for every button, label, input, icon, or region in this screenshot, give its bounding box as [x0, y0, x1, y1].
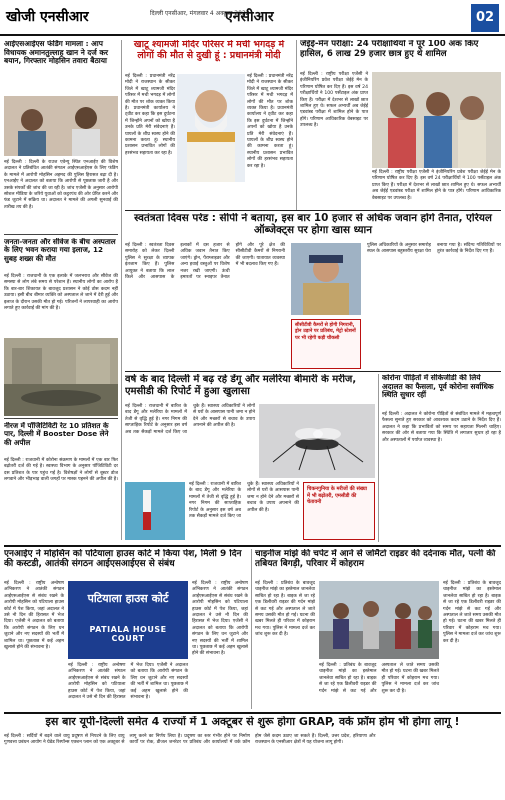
- issue-line: दिल्ली एनसीआर, मंगलवार 4 अक्टूबर 2022: [150, 10, 250, 17]
- article-isis-funding: [4, 40, 118, 232]
- photo-patiala-court: [68, 581, 188, 659]
- callout-independence: सीसीटीवी कैमरों से होगी निगरानी, ड्रोन उड़ाने पर प्रतिबंध, मेट्रो स्टेशनों पर भी रहेगी कड़ी चौकसी: [291, 319, 361, 369]
- body-temple: नई दिल्ली : प्रधानमंत्री नरेंद्र मोदी ने राजस्थान के सीकर जिले में खाटू श्यामजी मंदिर परिसर में मची भगदड़ में लोगों की मौत पर शोक व्यक्त किया है। प्रधानमंत्री कार्यालय ने ट्वीट कर कहा कि इस दुर्घटना में जिन्होंने अपनों को खोया है उनके प्रति मेरी संवेदनाएं हैं। घायलों के शीघ्र स्वस्थ होने की कामना करता हूं। स्थानीय प्रशासन प्रभावित लोगों की हरसंभव सहायता कर रहा है।: [125, 74, 175, 156]
- photo-accused-image: [4, 96, 118, 156]
- photo-sewage-image: [4, 338, 118, 416]
- body-jee: नई दिल्ली : राष्ट्रीय परीक्षा एजेंसी ने इंजीनियरिंग प्रवेश परीक्षा जेईई मेन के परिणाम घोषित कर दिए हैं। इस वर्ष 24 परीक्षार्थियों ने 100 पर्सेंटाइल अंक प्राप्त किए हैं। परीक्षा में देशभर से लाखों छात्र शामिल हुए थे। सफल अभ्यर्थी अब जेईई एडवांस्ड परीक्षा में शामिल होने के पात्र होंगे। परिणाम आधिकारिक वेबसाइट पर उपलब्ध है।: [300, 72, 368, 129]
- photo-commissioner: [291, 243, 361, 315]
- body-corona: नई दिल्ली : अदालत ने कोरोना पीड़ितों से संबंधित मामले में महत्वपूर्ण फैसला सुनाते हुए सरकार को आवश्यक कदम उठाने के निर्देश दिए हैं। अदालत ने कहा कि प्रभावितों को समय पर सहायता मिलनी चाहिए। सरकार की ओर से बताया गया कि स्थिति में लगातार सुधार हो रहा है और अस्पतालों में पर्याप्त व्यवस्था है।: [382, 412, 501, 443]
- article-temple: [125, 40, 293, 208]
- divider: [4, 418, 118, 419]
- body-sewage-death: नई दिल्ली : राजधानी के एक इलाके में जलभराव और सीवेज की समस्या से लोग लंबे समय से परेशान हैं। स्थानीय लोगों का आरोप है कि बार-बार शिकायत के बावजूद प्रशासन ने कोई ठोस कदम नहीं उठाया। इसी बीच बीमार व्यक्ति को अस्पताल ले जाने में देरी हुई और इलाज के दौरान उसकी मौत हो गई। परिजनों ने लापरवाही का आरोप लगाते हुए कार्रवाई की मांग की है।: [4, 274, 118, 312]
- photo-mosquito-image: [259, 404, 375, 478]
- body-dengue: नई दिल्ली : राजधानी में बारिश के बाद डेंगू और मलेरिया के मामलों में तेजी से वृद्धि हुई है। नगर निगम की साप्ताहिक रिपोर्ट के अनुसार इस वर्ष अब तक सैकड़ों मामले दर्ज किए जा चुके हैं। स्वास्थ्य अधिकारियों ने लोगों से घरों के आसपास पानी जमा न होने देने और मच्छरों से बचाव के उपाय अपनाने की अपील की है।: [125, 404, 255, 435]
- body-independence-side: पुलिस अधिकारियों के अनुसार समारोह स्थल के आसपास बहुस्तरीय सुरक्षा घेरा बनाया गया है। संदिग्ध गतिविधियों पर तुरंत कार्रवाई के निर्देश दिए गए हैं।: [367, 243, 501, 255]
- article-grap: [4, 716, 501, 798]
- divider: [4, 545, 501, 547]
- body-temple-continued: नई दिल्ली : प्रधानमंत्री नरेंद्र मोदी ने राजस्थान के सीकर जिले में खाटू श्यामजी मंदिर परिसर में मची भगदड़ में लोगों की मौत पर शोक व्यक्त किया है। प्रधानमंत्री कार्यालय ने ट्वीट कर कहा कि इस दुर्घटना में जिन्होंने अपनों को खोया है उनके प्रति मेरी संवेदनाएं हैं। घायलों के शीघ्र स्वस्थ होने की कामना करता हूं। स्थानीय प्रशासन प्रभावित लोगों की हरसंभव सहायता कर रहा है।: [247, 74, 293, 169]
- body-jee-continued: नई दिल्ली : राष्ट्रीय परीक्षा एजेंसी ने इंजीनियरिंग प्रवेश परीक्षा जेईई मेन के परिणाम घोषित कर दिए हैं। इस वर्ष 24 परीक्षार्थियों ने 100 पर्सेंटाइल अंक प्राप्त किए हैं। परीक्षा में देशभर से लाखों छात्र शामिल हुए थे। सफल अभ्यर्थी अब जेईई एडवांस्ड परीक्षा में शामिल होने के पात्र होंगे। परिणाम आधिकारिक वेबसाइट पर उपलब्ध है।: [372, 170, 501, 201]
- column-rule: [251, 549, 252, 709]
- headline-jee: जेईई-मेन परीक्षा: 24 परीक्षार्थियों ने पूरे 100 अंक किए हासिल, 6 लाख 29 हजार छात्र हुए थे शामिल: [300, 40, 479, 59]
- divider: [4, 234, 118, 235]
- body-grap: नई दिल्ली : सर्दियों में बढ़ने वाले वायु प्रदूषण से निपटने के लिए वायु गुणवत्ता प्रबंधन आयोग ने ग्रेडेड रिस्पॉन्स एक्शन प्लान को एक अक्टूबर से लागू करने का निर्णय लिया है। प्रदूषण का स्तर गंभीर होने पर निर्माण कार्यों पर रोक, डीजल जनरेटर पर प्रतिबंध और कार्यालयों में वर्क फ्रॉम होम जैसे कदम उठाए जा सकते हैं। दिल्ली, उत्तर प्रदेश, हरियाणा और राजस्थान के एनसीआर क्षेत्रों में यह योजना लागू होगी।: [4, 734, 376, 746]
- brand-name: खोजी एनसीआर: [6, 9, 89, 25]
- divider: [125, 210, 501, 211]
- headline-sewage-death: जनता-जनता और सीवेज के बीच अस्पताल के लिए भवन कराया गया इलाज, 12 सुबह शख्स की मौत: [4, 238, 116, 263]
- section-title: एनसीआर: [225, 9, 274, 25]
- photo-pm: [177, 74, 245, 182]
- headline-nia-court: एनआईए ने मोहसिन को पटियाला हाउस कोर्ट में किया पेश, मिली 9 दिन की कस्टडी, आतंकी संगठन आईएसआईएस से संबंध: [4, 549, 242, 570]
- headline-isis-funding: आईएसआईएस फंडिंग मामला : आप विधायक अमानतुल्लाह खान ने दर्ज कर बयान, गिरफ्तार मोहसिन तवारा बैठाया: [4, 40, 109, 66]
- body-independence: नई दिल्ली : स्वतंत्रता दिवस समारोह को लेकर दिल्ली पुलिस ने सुरक्षा के व्यापक इंतजाम किए हैं। पुलिस आयुक्त ने बताया कि लाल किले और आसपास के इलाकों में दस हजार से अधिक जवान तैनात किए जाएंगे। ड्रोन, पैराग्लाइडर और अन्य हवाई वस्तुओं पर विशेष नजर रखी जाएगी। ऊंची इमारतों पर स्नाइपर तैनात होंगे और पूरे क्षेत्र की सीसीटीवी कैमरों से निगरानी की जाएगी। यातायात व्यवस्था में भी बदलाव किए गए हैं।: [125, 243, 285, 281]
- page-number: 02: [471, 4, 499, 32]
- photo-blood-test-image: [125, 482, 185, 540]
- photo-rider-scene-image: [319, 581, 439, 659]
- body-nia-court-side: नई दिल्ली : राष्ट्रीय अन्वेषण अभिकरण ने आतंकी संगठन आईएसआईएस से संबंध रखने के आरोपी मोहसिन को पटियाला हाउस कोर्ट में पेश किया, जहां अदालत ने उसे नौ दिन की हिरासत में भेज दिया। एजेंसी ने अदालत को बताया कि आरोपी संगठन के लिए धन जुटाने और नए सदस्यों की भर्ती में शामिल था। पूछताछ में कई अहम खुलासे होने की संभावना है।: [192, 581, 248, 657]
- photo-pm-image: [177, 74, 245, 182]
- article-sewage-death: [4, 238, 118, 416]
- masthead: [0, 0, 505, 36]
- photo-sewage: [4, 338, 118, 416]
- photo-blood-test: [125, 482, 185, 540]
- article-positivity: [4, 422, 118, 542]
- photo-mosquito: [259, 404, 375, 478]
- callout-dengue: चिकनगुनिया के मरीजों की संख्या में भी बढ़ोतरी, एमसीडी की चेतावनी: [303, 482, 375, 540]
- column-rule: [296, 40, 297, 210]
- article-dengue: [125, 374, 375, 542]
- body-chinese-manja-continued: नई दिल्ली : प्रतिबंध के बावजूद चाइनीज मांझे का इस्तेमाल जानलेवा साबित हो रहा है। बाइक से जा रहे एक डिलीवरी राइडर की गर्दन मांझे से कट गई और अस्पताल ले जाते समय उसकी मौत हो गई। घटना की खबर मिलते ही परिवार में कोहराम मच गया। पुलिस ने मामला दर्ज कर जांच शुरू कर दी है।: [319, 663, 439, 694]
- divider: [125, 371, 501, 372]
- body-chinese-manja: नई दिल्ली : प्रतिबंध के बावजूद चाइनीज मांझे का इस्तेमाल जानलेवा साबित हो रहा है। बाइक से जा रहे एक डिलीवरी राइडर की गर्दन मांझे से कट गई और अस्पताल ले जाते समय उसकी मौत हो गई। घटना की खबर मिलते ही परिवार में कोहराम मच गया। पुलिस ने मामला दर्ज कर जांच शुरू कर दी है।: [255, 581, 315, 638]
- headline-independence: स्वतंत्रता दिवस परेड : सीपी ने बताया, इस बार 10 हजार से अधिक जवान होंगे तैनात, एरियल ऑब्जेक्ट्स पर होगा खास ध्यान: [134, 213, 492, 236]
- body-positivity: नई दिल्ली : राजधानी में कोरोना संक्रमण के मामलों में एक बार फिर बढ़ोतरी दर्ज की गई है। स्वास्थ्य विभाग के अनुसार पॉजिटिविटी दर दस प्रतिशत के पार पहुंच गई है। विशेषज्ञों ने लोगों से बूस्टर डोज लगवाने और भीड़भाड़ वाली जगहों पर मास्क पहनने की अपील की है।: [4, 458, 118, 483]
- photo-commissioner-image: [291, 243, 361, 315]
- headline-corona: कोरोना पीड़ितों में सीकेजीडी की लिये अदालत का फैसला, पूर्व कोरोना सर्वाधिक स्थिति सुधार रहीं: [382, 374, 494, 400]
- headline-grap: इस बार यूपी-दिल्ली समेत 4 राज्यों में 1 अक्टूबर से शुरू होगा GRAP, वर्क फ्रॉम होम भी होगा लागू !: [45, 716, 460, 728]
- column-rule: [378, 374, 379, 542]
- body-nia-court-continued: नई दिल्ली : राष्ट्रीय अन्वेषण अभिकरण ने आतंकी संगठन आईएसआईएस से संबंध रखने के आरोपी मोहसिन को पटियाला हाउस कोर्ट में पेश किया, जहां अदालत ने उसे नौ दिन की हिरासत में भेज दिया। एजेंसी ने अदालत को बताया कि आरोपी संगठन के लिए धन जुटाने और नए सदस्यों की भर्ती में शामिल था। पूछताछ में कई अहम खुलासे होने की संभावना है।: [68, 663, 188, 701]
- article-independence: [125, 213, 501, 369]
- court-sign-english: PATIALA HOUSE COURT: [89, 625, 167, 643]
- article-chinese-manja: [255, 549, 501, 709]
- headline-dengue: वर्ष के बाद दिल्ली में बढ़ रहे डेंगू और मलेरिया बीमारी के मरीज, एमसीडी की रिपोर्ट में हुआ खुलासा: [125, 374, 357, 397]
- headline-chinese-manja: चाइनीज मांझे की चपेट में आने से जोमैटो राइडर की दर्दनाक मौत, पत्नी की तबियत बिगड़ी, परिवार में कोहराम: [255, 549, 496, 570]
- headline-temple: खाटू श्यामजी मंदिर परिसर में मची भगदड़ में लोगों की मौत से दुखी हूं : प्रधानमंत्री मोदी: [133, 40, 285, 61]
- photo-rider-scene: [319, 581, 439, 659]
- photo-students: [372, 72, 501, 168]
- photo-students-image: [372, 72, 501, 168]
- photo-accused: [4, 96, 118, 156]
- article-jee: [300, 40, 501, 208]
- body-dengue-continued: नई दिल्ली : राजधानी में बारिश के बाद डेंगू और मलेरिया के मामलों में तेजी से वृद्धि हुई है। नगर निगम की साप्ताहिक रिपोर्ट के अनुसार इस वर्ष अब तक सैकड़ों मामले दर्ज किए जा चुके हैं। स्वास्थ्य अधिकारियों ने लोगों से घरों के आसपास पानी जमा न होने देने और मच्छरों से बचाव के उपाय अपनाने की अपील की है।: [189, 482, 299, 520]
- article-nia-court: [4, 549, 248, 709]
- article-corona: [382, 374, 501, 542]
- body-chinese-manja-side: नई दिल्ली : प्रतिबंध के बावजूद चाइनीज मांझे का इस्तेमाल जानलेवा साबित हो रहा है। बाइक से जा रहे एक डिलीवरी राइडर की गर्दन मांझे से कट गई और अस्पताल ले जाते समय उसकी मौत हो गई। घटना की खबर मिलते ही परिवार में कोहराम मच गया। पुलिस ने मामला दर्ज कर जांच शुरू कर दी है।: [443, 581, 501, 644]
- body-nia-court: नई दिल्ली : राष्ट्रीय अन्वेषण अभिकरण ने आतंकी संगठन आईएसआईएस से संबंध रखने के आरोपी मोहसिन को पटियाला हाउस कोर्ट में पेश किया, जहां अदालत ने उसे नौ दिन की हिरासत में भेज दिया। एजेंसी ने अदालत को बताया कि आरोपी संगठन के लिए धन जुटाने और नए सदस्यों की भर्ती में शामिल था। पूछताछ में कई अहम खुलासे होने की संभावना है।: [4, 581, 64, 651]
- court-sign-hindi: पटियाला हाउस कोर्ट: [87, 592, 169, 605]
- body-isis-funding: नई दिल्ली : दिल्ली के राउज एवेन्यू स्थित एनआईए की विशेष अदालत ने प्रतिबंधित आतंकी संगठन आईएसआईएस के लिए फंडिंग के मामले में आरोपी मोहसिन अहमद की पुलिस हिरासत बढ़ा दी है। एनआईए ने अदालत को बताया कि आरोपी से पूछताछ जारी है और उसके संपर्कों की जांच की जा रही है। जांच एजेंसी के अनुसार आरोपी सोशल मीडिया के जरिये युवाओं को कट्टरपंथ की ओर प्रेरित करने और फंड जुटाने में सक्रिय था। अदालत ने मामले की अगली सुनवाई की तारीख तय की है।: [4, 160, 118, 210]
- headline-positivity: नीरज में पॉजिटिविटी रेट 10 प्रतिशत के पार, दिल्ली में Booster Dose लेने की अपील: [4, 422, 109, 447]
- column-rule: [121, 40, 122, 540]
- divider: [4, 712, 501, 714]
